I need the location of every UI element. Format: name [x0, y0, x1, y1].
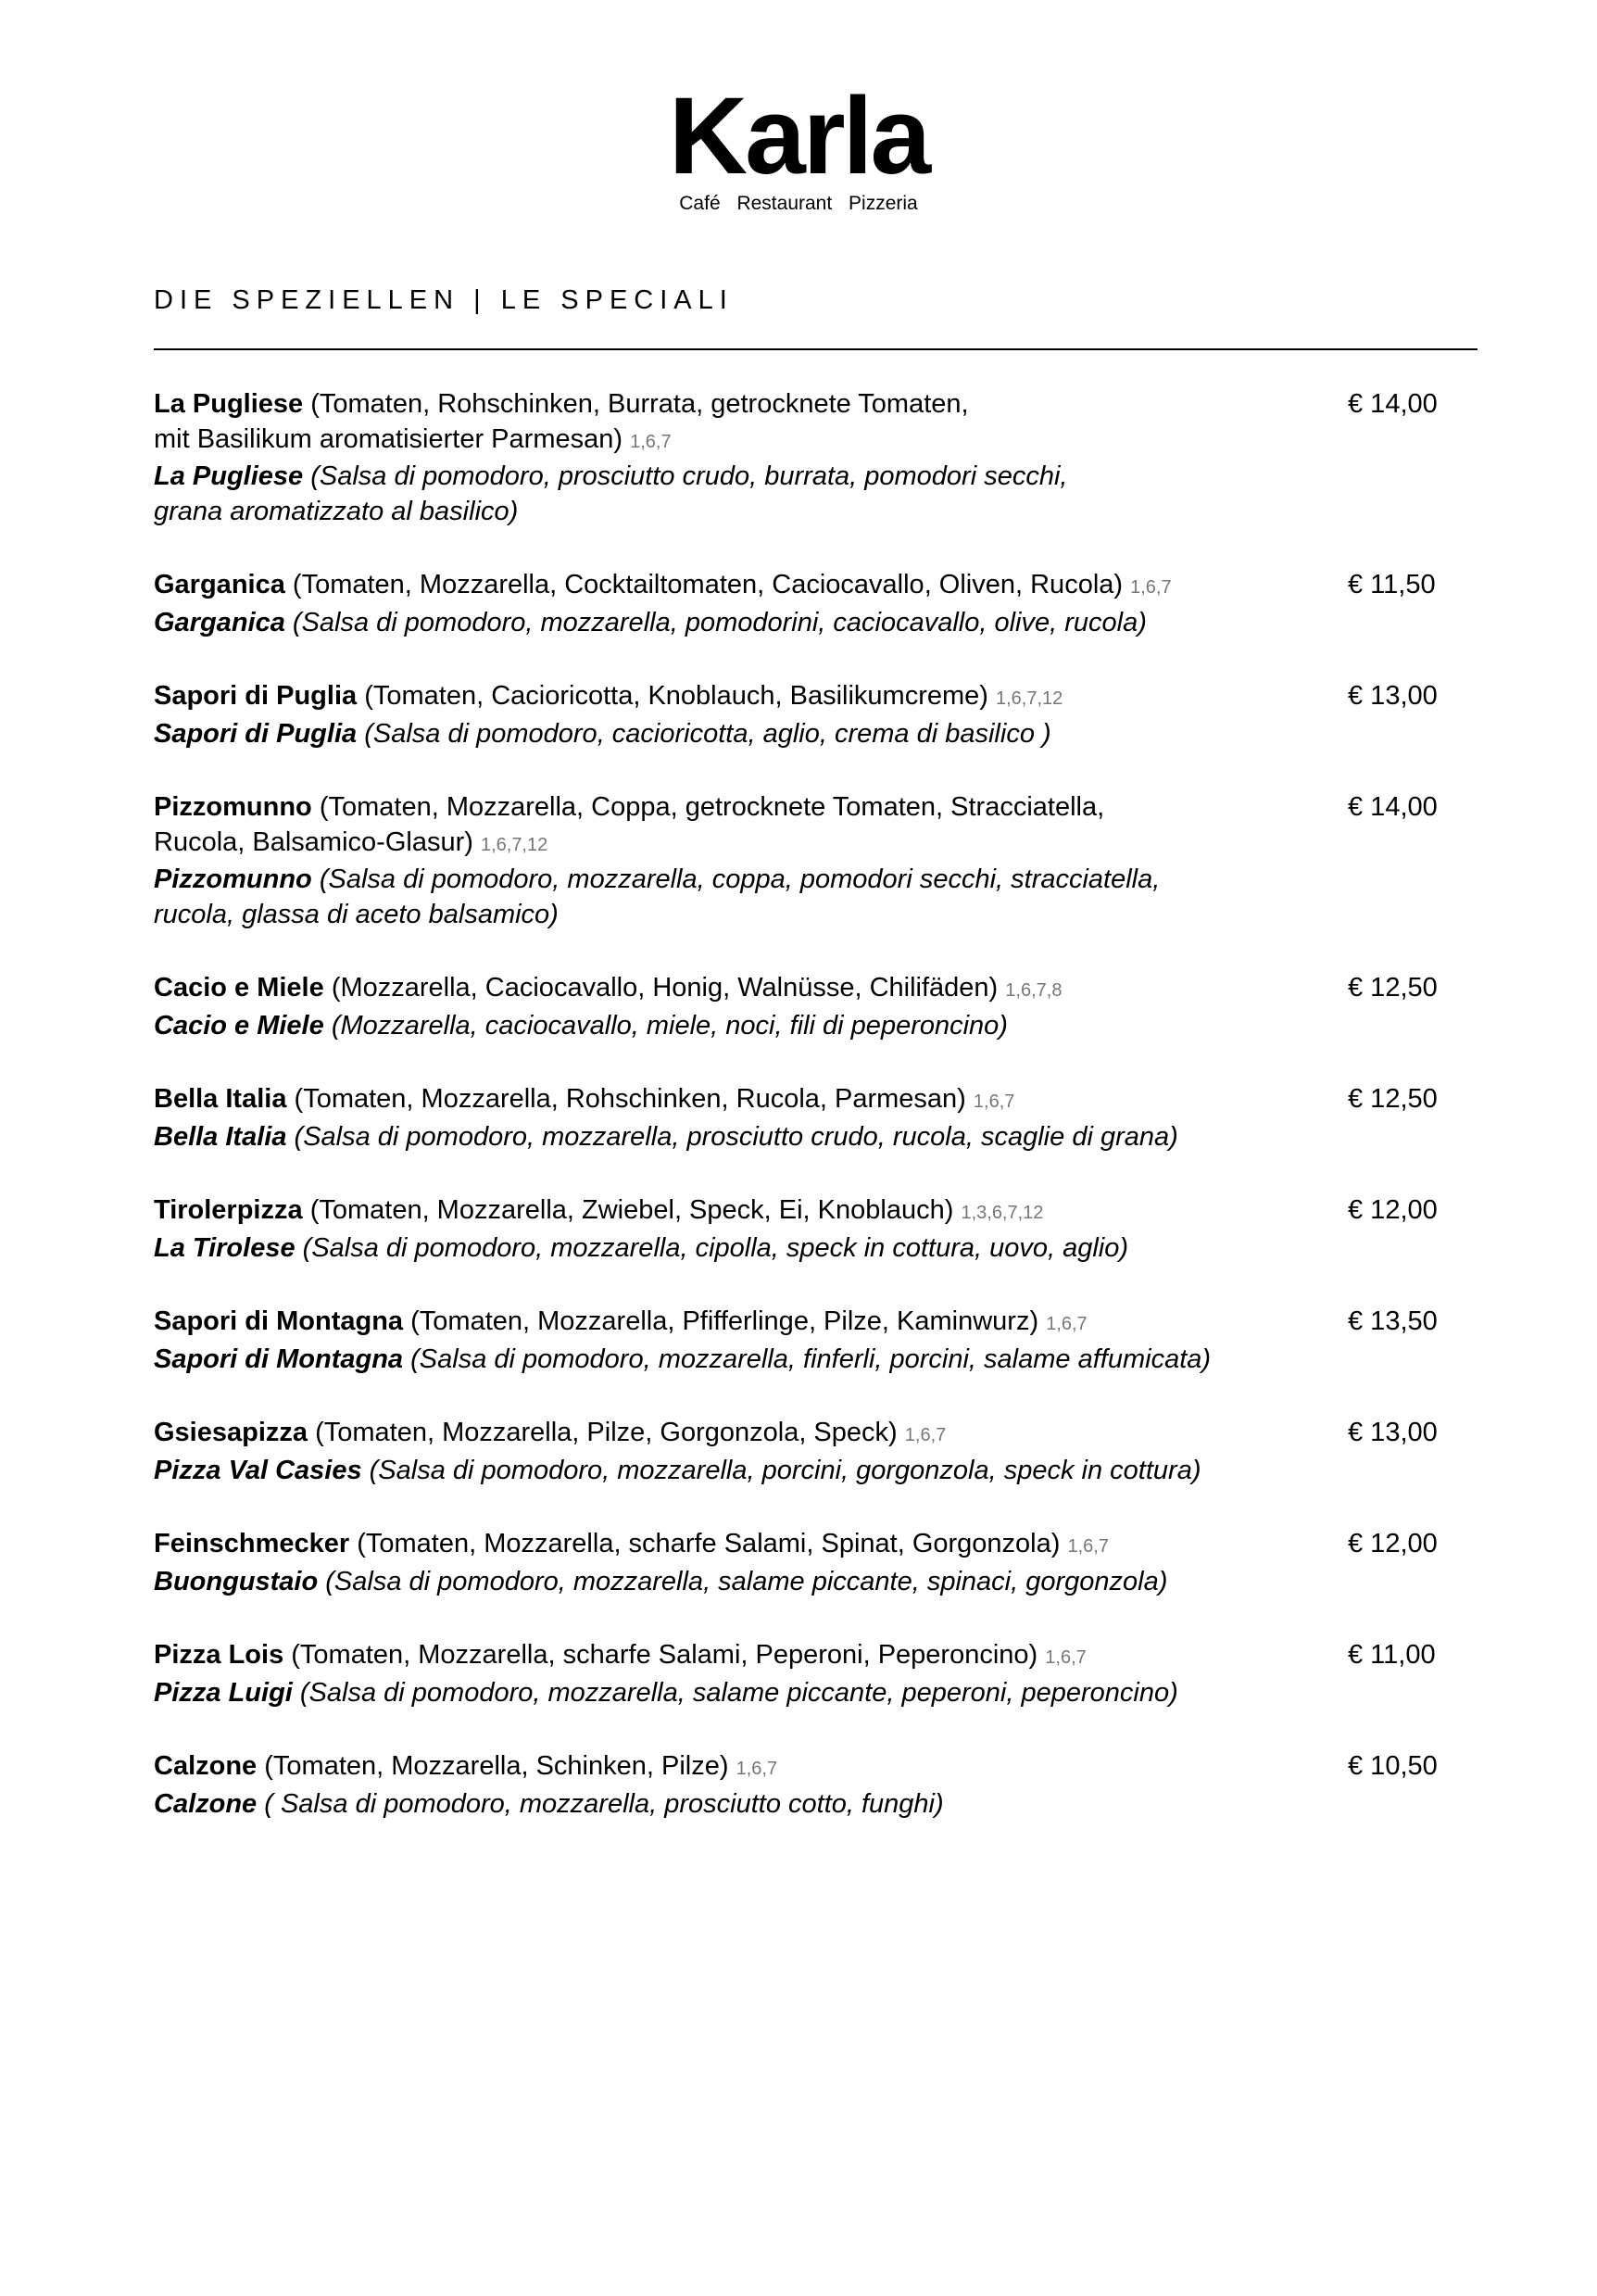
item-description-it: (Salsa di pomodoro, mozzarella, porcini, gorgonzola, speck in cottura) — [369, 1455, 1201, 1485]
item-name-it: La Tirolese — [154, 1232, 296, 1263]
allergens: 1,6,7 — [1067, 1536, 1109, 1557]
item-description-it: (Salsa di pomodoro, mozzarella, cipolla, speck in cottura, uovo, aglio) — [302, 1232, 1129, 1263]
item-description-it: grana aromatizzato al basilico) — [154, 496, 519, 526]
item-price: € 12,50 — [1348, 973, 1438, 1003]
menu-item — [154, 1638, 1451, 1710]
italian-line — [154, 1565, 1451, 1600]
item-price: € 10,50 — [1348, 1751, 1438, 1781]
item-name-de: Sapori di Montagna — [154, 1306, 404, 1336]
allergens: 1,6,7 — [630, 431, 672, 452]
allergens: 1,6,7,8 — [1005, 980, 1063, 1001]
allergens: 1,3,6,7,12 — [961, 1203, 1044, 1223]
item-name-it: Sapori di Montagna — [154, 1344, 404, 1374]
item-description-de: (Tomaten, Mozzarella, Rohschinken, Rucola, Parmesan) — [294, 1084, 966, 1114]
item-price: € 11,50 — [1348, 570, 1436, 599]
item-description-it: (Salsa di pomodoro, mozzarella, pomodorini, caciocavallo, olive, rucola) — [292, 607, 1147, 637]
item-description-de: (Tomaten, Mozzarella, Pfifferlinge, Pilze, Kaminwurz) — [410, 1306, 1039, 1336]
german-line — [154, 1082, 1451, 1120]
german-line — [154, 790, 1451, 826]
item-name-it: Pizza Luigi — [154, 1677, 293, 1708]
german-line — [154, 1638, 1451, 1676]
menu-item — [154, 1416, 1451, 1488]
item-name-de: La Pugliese — [154, 389, 304, 419]
item-price: € 14,00 — [1348, 792, 1438, 822]
allergens: 1,6,7,12 — [996, 688, 1063, 709]
item-name-it: La Pugliese — [154, 461, 304, 491]
item-description-it: rucola, glassa di aceto balsamico) — [154, 899, 559, 929]
italian-line — [154, 1343, 1451, 1378]
item-name-de: Garganica — [154, 570, 285, 599]
item-description-de: (Tomaten, Mozzarella, Cocktailtomaten, Caciocavallo, Oliven, Rucola) — [292, 570, 1124, 599]
german-line — [154, 423, 1451, 460]
item-name-de: Gsiesapizza — [154, 1418, 308, 1447]
italian-line — [154, 1454, 1451, 1489]
italian-line — [154, 495, 1451, 530]
item-name-de: Cacio e Miele — [154, 973, 324, 1003]
menu-item — [154, 1305, 1451, 1377]
section-title: DIE SPEZIELLEN | LE SPECIALI — [154, 285, 734, 315]
item-description-de: Rucola, Balsamico-Glasur) — [154, 826, 473, 857]
item-name-it: Garganica — [154, 607, 285, 637]
item-description-de: (Tomaten, Mozzarella, Schinken, Pilze) — [264, 1751, 729, 1781]
german-line — [154, 568, 1451, 606]
item-description-it: (Salsa di pomodoro, mozzarella, coppa, pomodori secchi, stracciatella, — [319, 864, 1161, 894]
item-name-it: Buongustaio — [154, 1566, 319, 1596]
item-description-de: mit Basilikum aromatisierter Parmesan) — [154, 423, 623, 454]
item-name-de: Bella Italia — [154, 1084, 287, 1114]
menu-item — [154, 1749, 1451, 1822]
item-description-de: (Tomaten, Mozzarella, scharfe Salami, Peperoni, Peperoncino) — [291, 1640, 1038, 1670]
allergens: 1,6,7 — [904, 1425, 947, 1445]
italian-line — [154, 863, 1451, 898]
menu-list — [154, 387, 1451, 1861]
item-description-it: (Salsa di pomodoro, mozzarella, salame piccante, peperoni, peperoncino) — [299, 1677, 1178, 1708]
item-description-de: (Tomaten, Mozzarella, Coppa, getrocknete Tomaten, Stracciatella, — [319, 792, 1105, 822]
menu-item — [154, 971, 1451, 1043]
italian-line — [154, 898, 1451, 933]
item-name-de: Calzone — [154, 1751, 258, 1781]
item-price: € 13,00 — [1348, 681, 1438, 711]
item-description-de: (Tomaten, Mozzarella, Pilze, Gorgonzola, Speck) — [315, 1418, 898, 1447]
menu-item — [154, 790, 1451, 932]
menu-item — [154, 1082, 1451, 1154]
item-description-it: (Salsa di pomodoro, mozzarella, prosciutto crudo, rucola, scaglie di grana) — [294, 1121, 1178, 1152]
item-name-de: Pizzomunno — [154, 792, 312, 822]
item-name-de: Tirolerpizza — [154, 1195, 303, 1225]
item-price: € 12,50 — [1348, 1084, 1438, 1114]
item-description-de: (Tomaten, Rohschinken, Burrata, getrocknete Tomaten, — [310, 389, 969, 419]
item-price: € 13,00 — [1348, 1418, 1438, 1447]
item-description-it: (Mozzarella, caciocavallo, miele, noci, fili di peperoncino) — [331, 1010, 1008, 1041]
divider — [154, 348, 1478, 350]
tagline: Café Restaurant Pizzeria — [679, 193, 918, 214]
menu-item — [154, 1193, 1451, 1266]
italian-line — [154, 1231, 1451, 1267]
item-description-it: (Salsa di pomodoro, cacioricotta, aglio, crema di basilico ) — [364, 718, 1051, 749]
item-name-it: Sapori di Puglia — [154, 718, 358, 749]
allergens: 1,6,7 — [1045, 1647, 1087, 1668]
item-description-de: (Mozzarella, Caciocavallo, Honig, Walnüsse, Chilifäden) — [331, 973, 999, 1003]
allergens: 1,6,7,12 — [480, 834, 548, 855]
logo: Karla — [668, 75, 929, 197]
allergens: 1,6,7 — [1046, 1314, 1088, 1334]
item-description-it: ( Salsa di pomodoro, mozzarella, prosciutto cotto, funghi) — [264, 1788, 944, 1819]
german-line — [154, 1527, 1451, 1565]
item-description-de: (Tomaten, Cacioricotta, Knoblauch, Basilikumcreme) — [364, 681, 988, 711]
menu-item — [154, 679, 1451, 751]
item-description-it: (Salsa di pomodoro, mozzarella, salame piccante, spinaci, gorgonzola) — [325, 1566, 1168, 1596]
item-name-it: Pizza Val Casies — [154, 1455, 362, 1485]
german-line — [154, 1305, 1451, 1343]
item-name-it: Pizzomunno — [154, 864, 312, 894]
italian-line — [154, 460, 1451, 495]
italian-line — [154, 1120, 1451, 1155]
menu-item — [154, 568, 1451, 640]
italian-line — [154, 717, 1451, 752]
allergens: 1,6,7 — [973, 1091, 1015, 1112]
item-price: € 12,00 — [1348, 1529, 1438, 1558]
item-name-it: Cacio e Miele — [154, 1010, 324, 1041]
item-name-it: Calzone — [154, 1788, 258, 1819]
item-description-it: (Salsa di pomodoro, prosciutto crudo, burrata, pomodori secchi, — [310, 461, 1068, 491]
item-name-it: Bella Italia — [154, 1121, 287, 1152]
german-line — [154, 387, 1451, 423]
german-line — [154, 971, 1451, 1009]
italian-line — [154, 1676, 1451, 1711]
item-name-de: Pizza Lois — [154, 1640, 284, 1670]
item-price: € 14,00 — [1348, 389, 1438, 419]
german-line — [154, 1416, 1451, 1454]
item-description-de: (Tomaten, Mozzarella, scharfe Salami, Spinat, Gorgonzola) — [357, 1529, 1061, 1558]
item-name-de: Feinschmecker — [154, 1529, 350, 1558]
item-price: € 13,50 — [1348, 1306, 1438, 1336]
german-line — [154, 826, 1451, 864]
item-description-de: (Tomaten, Mozzarella, Zwiebel, Speck, Ei, Knoblauch) — [309, 1195, 954, 1225]
item-price: € 11,00 — [1348, 1640, 1436, 1670]
german-line — [154, 679, 1451, 717]
item-price: € 12,00 — [1348, 1195, 1438, 1225]
allergens: 1,6,7 — [736, 1759, 778, 1779]
italian-line — [154, 606, 1451, 641]
menu-item — [154, 387, 1451, 529]
allergens: 1,6,7 — [1130, 577, 1172, 598]
item-name-de: Sapori di Puglia — [154, 681, 358, 711]
menu-item — [154, 1527, 1451, 1599]
german-line — [154, 1749, 1451, 1787]
german-line — [154, 1193, 1451, 1231]
item-description-it: (Salsa di pomodoro, mozzarella, finferli, porcini, salame affumicata) — [410, 1344, 1212, 1374]
italian-line — [154, 1009, 1451, 1044]
italian-line — [154, 1787, 1451, 1823]
